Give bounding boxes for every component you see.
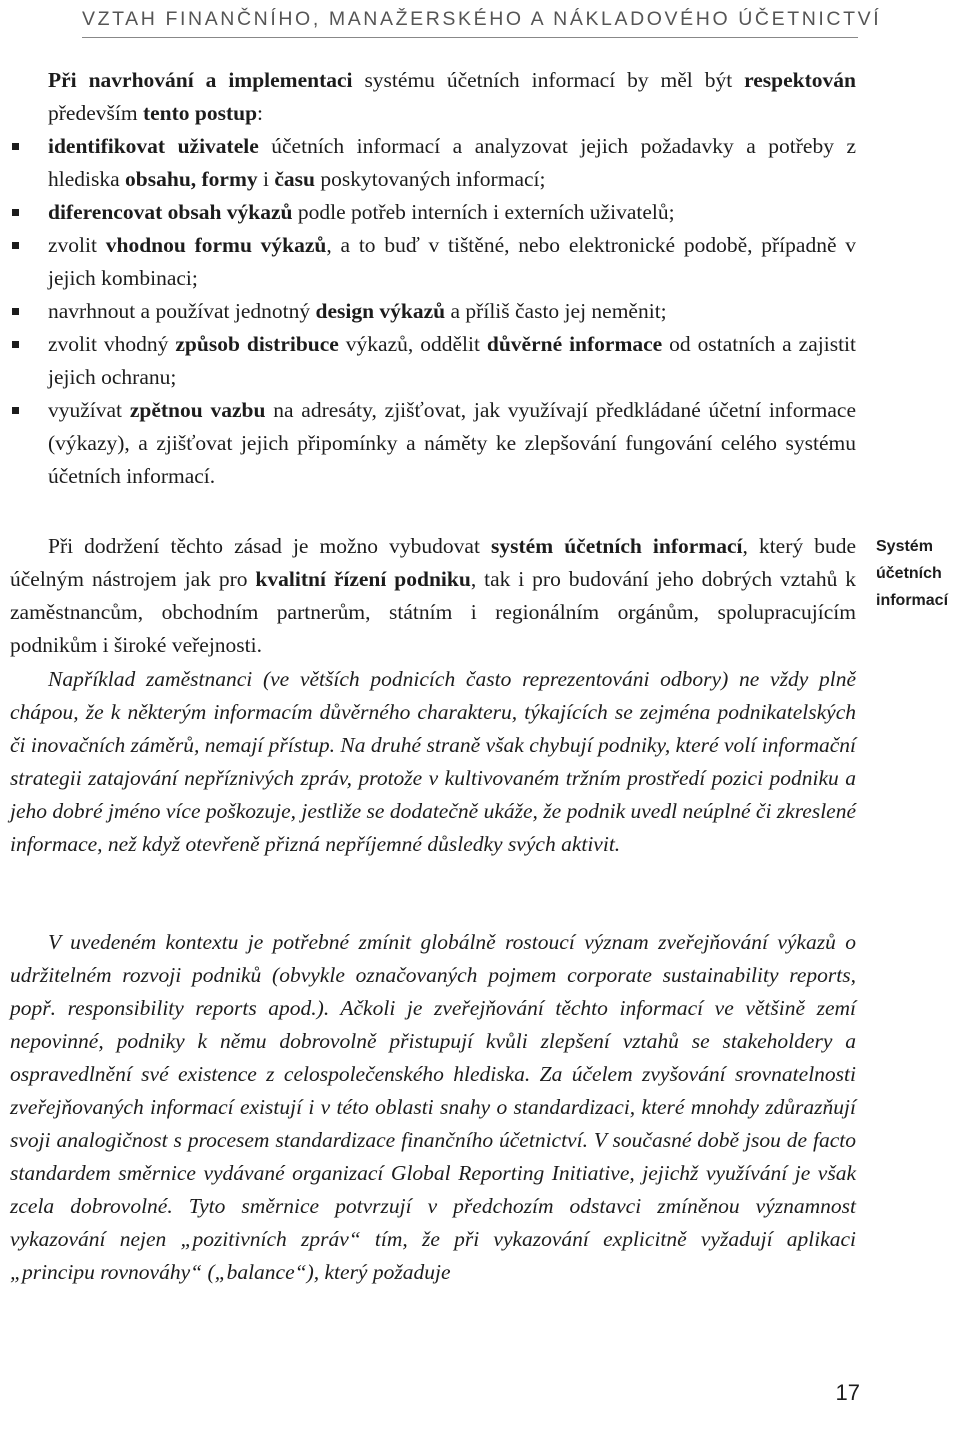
item-bold: identifikovat uživatele xyxy=(48,134,259,158)
main-bold: systém účetních informací xyxy=(491,534,743,558)
item-bold: obsahu, formy xyxy=(125,167,258,191)
margin-note-line: Systém xyxy=(876,538,933,555)
list-item xyxy=(10,130,856,196)
item-bold: diferencovat obsah výkazů xyxy=(48,200,293,224)
header-rule xyxy=(82,37,858,38)
item-text: poskytovaných informací; xyxy=(315,167,546,191)
item-text: využívat xyxy=(48,398,130,422)
item-bold: času xyxy=(274,167,315,191)
page-number: 17 xyxy=(835,1380,860,1405)
intro-bold-2: respektován xyxy=(744,68,856,92)
item-bold: způsob distribuce xyxy=(175,332,339,356)
intro-text-2: především xyxy=(48,101,143,125)
item-text: i xyxy=(257,167,275,191)
item-bold: důvěrné informace xyxy=(486,332,663,356)
intro-paragraph xyxy=(10,64,856,130)
italic-paragraph-employees: Například zaměstnanci (ve větších podnicích často reprezentováni odbory) ne vždy plně chápou, že k některým informacím důvěrného charakteru, týkajících se zejména podnikatelských či inovačních záměrů, nemají přístup. Na druhé straně však chybují podniky, které volí informační strategii zatajování nepříznivých zpráv, protože v kultivovaném tržním prostředí pozici podniku a jeho dobré jméno více poškozuje, jestliže se dodatečně ukáže, že podnik uvedl neúplné či zkreslené informace, než když otevřeně přizná nepříjemné důsledky svých aktivit. xyxy=(10,667,856,856)
square-bullet-icon xyxy=(12,341,19,348)
intro-bold-3: tento postup xyxy=(142,101,258,125)
square-bullet-icon xyxy=(12,209,19,216)
item-text: , a to buď v tištěné, nebo elektronické podobě, případně v jejich kombinaci; xyxy=(48,233,856,290)
main-bold: kvalitní řízení podniku xyxy=(255,567,471,591)
intro-bold-1: Při navrhování a implementaci xyxy=(48,68,353,92)
margin-note-line: informací xyxy=(876,592,949,609)
item-text: od ostatních a zajistit jejich ochranu; xyxy=(48,332,856,389)
running-header: VZTAH FINANČNÍHO, MANAŽERSKÉHO A NÁKLADOVÉHO ÚČETNICTVÍ xyxy=(82,8,882,30)
list-item xyxy=(10,196,856,229)
intro-text-1: systému účetních informací by měl být xyxy=(352,68,745,92)
italic-paragraph-sustainability: V uvedeném kontextu je potřebné zmínit globálně rostoucí význam zveřejňování výkazů o udržitelném rozvoji podniků (obvykle označovaných pojmem corporate sustainability reports, popř. responsibility reports apod.). Ačkoli je zveřejňování těchto informací ve většině zemí nepovinné, podniky k němu dobrovolně přistupují kvůli zlepšení vztahů se stakeholdery a ospravedlnění své existence z celospolečenského hlediska. Za účelem zvyšování srovnatelnosti zveřejňovaných informací existují i v této oblasti snahy o standardizaci, které mnohdy zdůrazňují svoji analogičnost s procesem standardizace finančního účetnictví. V současné době jsou de facto standardem směrnice vydávané organizací Global Reporting Initiative, jejichž využívání je však zcela dobrovolné. Tyto směrnice potvrzují v předchozím odstavci zmíněnou významnost vykazování nejen „pozitivních zpráv“ tím, že při vykazování explicitně vyžadují aplikaci „principu rovnováhy“ („balance“), který požaduje xyxy=(10,930,856,1284)
main-paragraph xyxy=(10,530,856,662)
list-item xyxy=(10,229,856,295)
item-text: na adresáty, zjišťovat, jak využívají předkládané účetní informace (výkazy), a zjišťovat jejich připomínky a náměty ke zlepšování fungování celého systému účetních informací. xyxy=(48,398,856,488)
main-text: , který bude účelným nástrojem jak pro xyxy=(10,534,857,591)
square-bullet-icon xyxy=(12,143,19,150)
item-bold: design výkazů xyxy=(315,299,446,323)
procedure-list xyxy=(10,130,856,493)
square-bullet-icon xyxy=(12,308,19,315)
item-text: a příliš často jej neměnit; xyxy=(445,299,667,323)
item-text: výkazů, oddělit xyxy=(338,332,487,356)
main-text: , tak i pro budování jeho dobrých vztahů k zaměstnancům, obchodním partnerům, státním i regionálním orgánům, spolupracujícím podnikům i široké veřejnosti. xyxy=(10,567,856,657)
item-text: podle potřeb interních i externích uživatelů; xyxy=(292,200,675,224)
list-item xyxy=(10,328,856,394)
item-bold: vhodnou formu výkazů xyxy=(105,233,327,257)
item-text: zvolit xyxy=(48,233,106,257)
main-text: Při dodržení těchto zásad je možno vybudovat xyxy=(48,534,492,558)
item-text: účetních informací a analyzovat jejich požadavky a potřeby z hlediska xyxy=(48,134,856,191)
square-bullet-icon xyxy=(12,242,19,249)
item-text: navrhnout a používat jednotný xyxy=(48,299,316,323)
margin-note-line: účetních xyxy=(876,565,942,582)
list-item xyxy=(10,394,856,493)
intro-text-3: : xyxy=(257,101,264,125)
list-item xyxy=(10,295,856,328)
item-bold: zpětnou vazbu xyxy=(129,398,266,422)
square-bullet-icon xyxy=(12,407,19,414)
item-text: zvolit vhodný xyxy=(48,332,176,356)
margin-note xyxy=(876,533,960,614)
